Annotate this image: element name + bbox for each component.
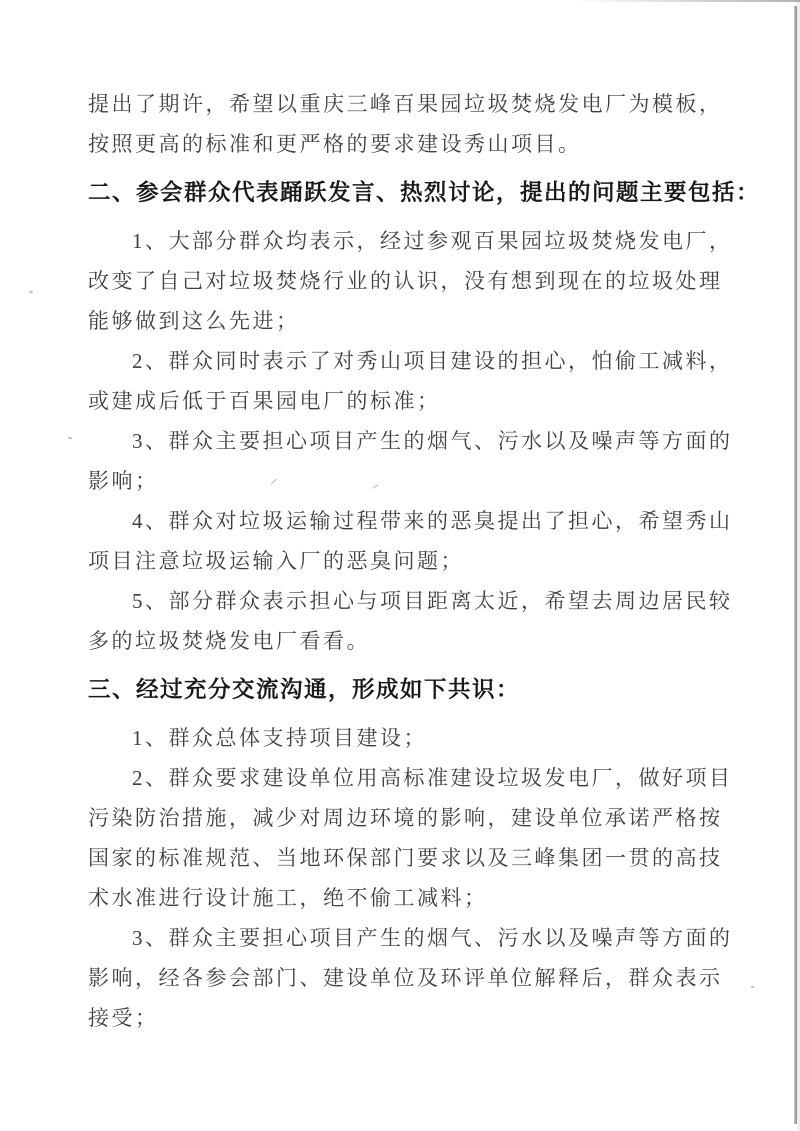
- text-line: 3、群众主要担心项目产生的烟气、污水以及噪声等方面的: [132, 926, 733, 950]
- text-line: 5、部分群众表示担心与项目距离太近，希望去周边居民较: [132, 589, 733, 613]
- text-line: 按照更高的标准和更严格的要求建设秀山项目。: [88, 132, 582, 156]
- text-line: 3、群众主要担心项目产生的烟气、污水以及噪声等方面的: [132, 429, 733, 453]
- text-line: 接受；: [88, 1006, 159, 1030]
- text-line: 多的垃圾焚烧发电厂看看。: [88, 629, 370, 653]
- text-line: 1、大部分群众均表示，经过参观百果园垃圾焚烧发电厂，: [132, 229, 733, 253]
- paragraph: [88, 221, 748, 341]
- paragraph: [88, 421, 748, 501]
- paragraph: [88, 501, 748, 581]
- text-line: 污染防治措施，减少对周边环境的影响，建设单位承诺严格按: [88, 806, 723, 830]
- scan-speck: [68, 436, 72, 439]
- text-line: 1、群众总体支持项目建设；: [132, 726, 427, 750]
- document-body: [88, 84, 761, 1038]
- text-line: 或建成后低于百果园电厂的标准；: [88, 389, 441, 413]
- paragraph: [88, 341, 748, 421]
- scan-top-edge: [575, 0, 800, 2]
- text-line: 能够做到这么先进；: [88, 309, 300, 333]
- text-line: 术水准进行设计施工，绝不偷工减料；: [88, 886, 488, 910]
- text-line: 国家的标准规范、当地环保部门要求以及三峰集团一贯的高技: [88, 846, 723, 870]
- text-line: 改变了自己对垃圾焚烧行业的认识，没有想到现在的垃圾处理: [88, 269, 723, 293]
- scan-edge-line: [794, 6, 797, 1124]
- text-line: 影响；: [88, 469, 159, 493]
- scan-speck: [751, 986, 754, 988]
- paragraph: [88, 84, 748, 164]
- heading-line: 二、参会群众代表踊跃发言、热烈讨论，提出的问题主要包括：: [88, 180, 761, 205]
- section-heading: [88, 171, 761, 215]
- scan-speck: [29, 290, 33, 294]
- paragraph: [88, 718, 748, 758]
- text-line: 影响，经各参会部门、建设单位及环评单位解释后，群众表示: [88, 966, 723, 990]
- paragraph: [88, 581, 748, 661]
- section-heading: [88, 668, 748, 712]
- text-line: 项目注意垃圾运输入厂的恶臭问题；: [88, 549, 464, 573]
- text-line: 2、群众同时表示了对秀山项目建设的担心，怕偷工减料，: [132, 349, 733, 373]
- text-line: 提出了期许，希望以重庆三峰百果园垃圾焚烧发电厂为模板，: [88, 92, 723, 116]
- heading-line: 三、经过充分交流沟通，形成如下共识：: [88, 677, 521, 702]
- text-line: 4、群众对垃圾运输过程带来的恶臭提出了担心，希望秀山: [132, 509, 733, 533]
- paragraph: [88, 758, 748, 918]
- paragraph: [88, 918, 748, 1038]
- text-line: 2、群众要求建设单位用高标准建设垃圾发电厂，做好项目: [132, 766, 733, 790]
